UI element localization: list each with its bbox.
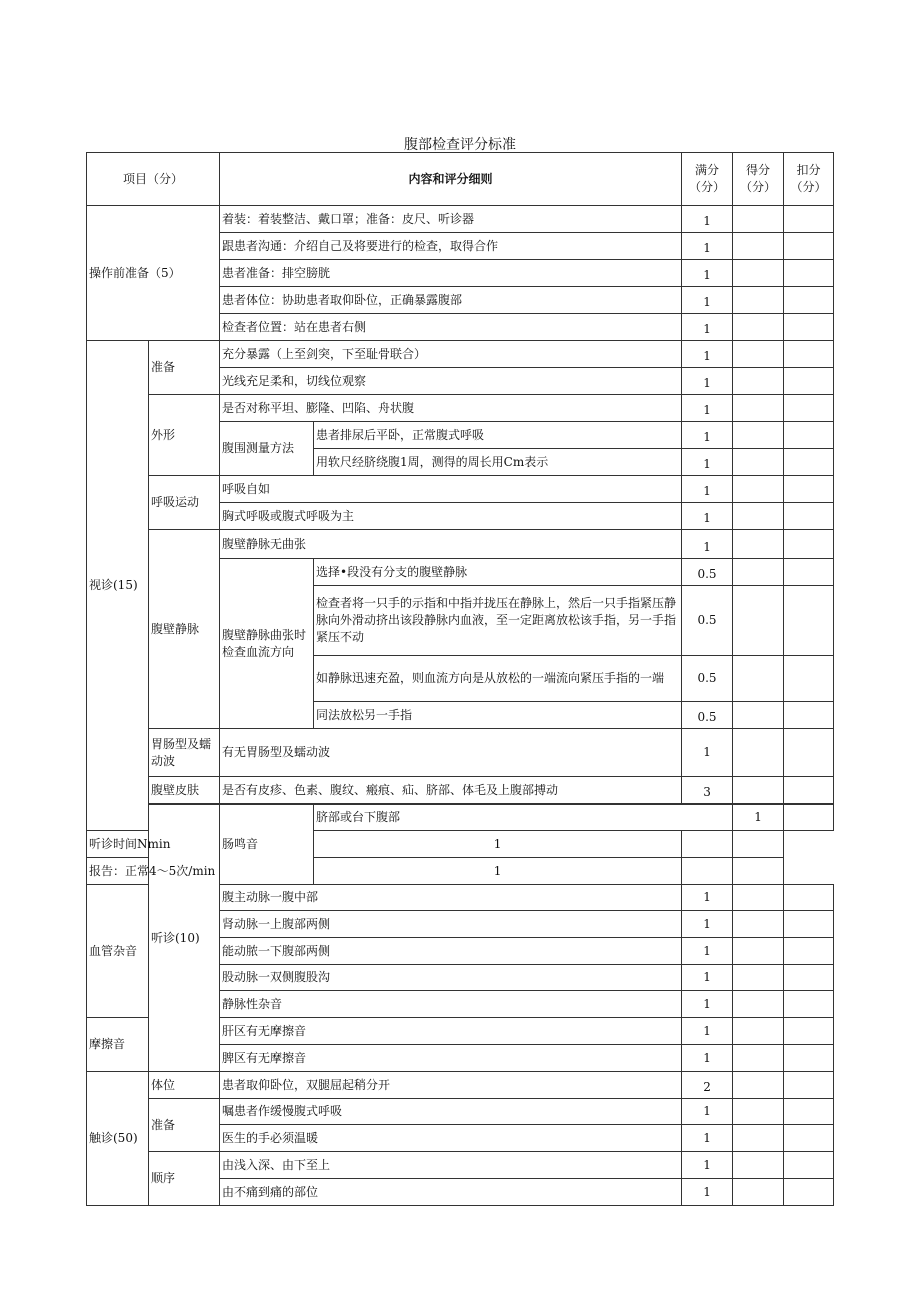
score-cell: [733, 341, 784, 368]
header-item: 项目（分）: [87, 153, 220, 206]
row-score: 1: [682, 449, 733, 476]
section-label-inspection: 视诊(15): [87, 341, 149, 831]
section-label-palpation: 触诊(50): [87, 1072, 149, 1206]
deduct-cell: [784, 341, 834, 368]
deduct-cell: [784, 586, 834, 656]
subsection-label: 肠鸣音: [220, 805, 314, 885]
deduct-cell: [784, 233, 834, 260]
score-cell: [733, 1179, 784, 1206]
subsection-label: 准备: [149, 1099, 220, 1152]
subsection-label: 体位: [149, 1072, 220, 1099]
row-score: 1: [682, 368, 733, 395]
score-cell: [733, 586, 784, 656]
deduct-cell: [784, 1018, 834, 1045]
row-score: 1: [682, 1152, 733, 1179]
score-cell: [733, 656, 784, 702]
row-text: 能动脓一下腹部两侧: [220, 938, 682, 965]
row-score: 1: [682, 885, 733, 911]
deduct-cell: [733, 858, 784, 885]
deduct-cell: [784, 1099, 834, 1125]
deduct-cell: [784, 938, 834, 965]
page-title: 腹部检查评分标准: [404, 137, 516, 153]
score-cell: [733, 1099, 784, 1125]
row-text: 光线充足柔和，切线位观察: [220, 368, 682, 395]
score-cell: [733, 449, 784, 476]
subsection-label: 胃肠型及蠕动波: [149, 729, 220, 777]
row-text: 肝区有无摩擦音: [220, 1018, 682, 1045]
row-text: 脾区有无摩擦音: [220, 1045, 682, 1072]
row-score: 1: [682, 476, 733, 503]
score-cell: [733, 368, 784, 395]
row-score: 1: [682, 341, 733, 368]
row-text: 呼吸自如: [220, 476, 682, 503]
score-cell: [733, 314, 784, 341]
row-score: 1: [682, 503, 733, 530]
score-cell: [733, 1072, 784, 1099]
row-score: 1: [314, 831, 682, 858]
deduct-cell: [733, 831, 784, 858]
row-score: 1: [682, 314, 733, 341]
row-score: 1: [682, 206, 733, 233]
deduct-cell: [784, 1072, 834, 1099]
row-score: 1: [682, 1125, 733, 1152]
table-row: [87, 729, 834, 777]
row-text: 是否对称平坦、膨隆、凹陷、舟状腹: [220, 395, 682, 422]
score-cell: [733, 206, 784, 233]
deduct-cell: [784, 885, 834, 911]
score-cell: [733, 260, 784, 287]
score-cell: [733, 1045, 784, 1072]
row-score: 1: [314, 858, 682, 885]
row-text: 患者准备：排空膀胱: [220, 260, 682, 287]
table-row: [87, 805, 834, 831]
row-text: 肾动脉一上腹部两侧: [220, 911, 682, 938]
row-score: 0.5: [682, 702, 733, 729]
deduct-cell: [784, 777, 834, 804]
row-text: 脐部或台下腹部: [314, 805, 733, 831]
header-score: 得分（分）: [733, 153, 784, 206]
row-text: 患者排尿后平卧，正常腹式呼吸: [314, 422, 682, 449]
deduct-cell: [784, 702, 834, 729]
row-text: 有无胃肠型及蠕动波: [220, 729, 682, 777]
row-score: 1: [733, 805, 784, 831]
score-cell: [733, 476, 784, 503]
row-text: 患者取仰卧位，双腿屈起稍分开: [220, 1072, 682, 1099]
row-score: 1: [682, 1179, 733, 1206]
table-row: [87, 831, 834, 858]
row-text: 是否有皮疹、色素、腹纹、瘢痕、疝、脐部、体毛及上腹部搏动: [220, 777, 682, 804]
table-row: [87, 341, 834, 368]
deduct-cell: [784, 530, 834, 559]
table-row: [87, 530, 834, 559]
scoring-table: [86, 152, 834, 1206]
row-score: 1: [682, 287, 733, 314]
table-row: [87, 476, 834, 503]
deduct-cell: [784, 1125, 834, 1152]
detail-label: 腹围测量方法: [220, 422, 314, 476]
row-score: 1: [682, 422, 733, 449]
score-cell: [733, 777, 784, 804]
row-text: 嘱患者作缓慢腹式呼吸: [220, 1099, 682, 1125]
row-text: 同法放松另一手指: [314, 702, 682, 729]
header-deduct: 扣分（分）: [784, 153, 834, 206]
row-score: 0.5: [682, 656, 733, 702]
deduct-cell: [784, 503, 834, 530]
header-content: 内容和评分细则: [220, 153, 682, 206]
score-cell: [733, 1125, 784, 1152]
deduct-cell: [784, 476, 834, 503]
row-text: 跟患者沟通：介绍自己及将要进行的检查，取得合作: [220, 233, 682, 260]
row-score: 1: [682, 729, 733, 777]
score-cell: [733, 287, 784, 314]
row-score: 3: [682, 777, 733, 804]
score-cell: [784, 805, 834, 831]
subsection-label: 外形: [149, 395, 220, 476]
row-text: 腹主动脉一腹中部: [220, 885, 682, 911]
score-cell: [733, 1018, 784, 1045]
header-full-score: 满分（分）: [682, 153, 733, 206]
score-cell: [733, 395, 784, 422]
row-text: 充分暴露（上至剑突，下至耻骨联合）: [220, 341, 682, 368]
deduct-cell: [784, 260, 834, 287]
row-text: 患者体位：协助患者取仰卧位，正确暴露腹部: [220, 287, 682, 314]
deduct-cell: [784, 314, 834, 341]
deduct-cell: [784, 1045, 834, 1072]
row-text: 听诊时间Nmin: [87, 831, 220, 858]
row-text: 如静脉迅速充盈，则血流方向是从放松的一端流向紧压手指的一端: [314, 656, 682, 702]
row-score: 2: [682, 1072, 733, 1099]
score-cell: [733, 965, 784, 991]
row-text: 用软尺经脐绕腹1周，测得的周长用Cm表示: [314, 449, 682, 476]
score-cell: [733, 503, 784, 530]
row-score: 1: [682, 965, 733, 991]
section-label-prep: 操作前准备（5）: [87, 206, 220, 341]
row-text: 检查者位置：站在患者右侧: [220, 314, 682, 341]
table-row: [87, 206, 834, 233]
row-text: 股动脉一双侧腹股沟: [220, 965, 682, 991]
row-text: 由浅入深、由下至上: [220, 1152, 682, 1179]
score-cell: [682, 831, 733, 858]
table-row: [87, 858, 834, 885]
deduct-cell: [784, 206, 834, 233]
deduct-cell: [784, 395, 834, 422]
row-score: 1: [682, 530, 733, 559]
deduct-cell: [784, 422, 834, 449]
score-cell: [733, 422, 784, 449]
row-text: 由不痛到痛的部位: [220, 1179, 682, 1206]
score-cell: [733, 729, 784, 777]
row-text: 报告：正常4～5次/min: [87, 858, 220, 885]
row-text: 检查者将一只手的示指和中指并拢压在静脉上，然后一只手指紧压静脉向外滑动挤出该段静脉内血液，至一定距离放松该手指，另一手指紧压不动: [314, 586, 682, 656]
score-cell: [733, 991, 784, 1018]
subsection-label: 摩擦音: [87, 1018, 149, 1072]
table-row: [87, 395, 834, 422]
row-score: 1: [682, 1099, 733, 1125]
section-label-auscultation: 听诊(10): [149, 805, 220, 1072]
subsection-label: 准备: [149, 341, 220, 395]
score-cell: [733, 911, 784, 938]
subsection-label: 腹壁静脉: [149, 530, 220, 729]
detail-label: 腹壁静脉曲张时检查血流方向: [220, 559, 314, 729]
score-cell: [733, 233, 784, 260]
row-text: 腹壁静脉无曲张: [220, 530, 682, 559]
deduct-cell: [784, 656, 834, 702]
deduct-cell: [784, 559, 834, 586]
row-score: 1: [682, 1045, 733, 1072]
table-row: [87, 1152, 834, 1179]
table-row: [87, 1072, 834, 1099]
subsection-label: 腹壁皮肤: [149, 777, 220, 804]
subsection-label: 血管杂音: [87, 885, 149, 1018]
row-score: 1: [682, 260, 733, 287]
row-score: 1: [682, 911, 733, 938]
score-cell: [682, 858, 733, 885]
deduct-cell: [784, 991, 834, 1018]
row-score: 1: [682, 1018, 733, 1045]
row-score: 1: [682, 991, 733, 1018]
table-header-row: [87, 153, 834, 206]
row-score: 1: [682, 233, 733, 260]
subsection-label: 呼吸运动: [149, 476, 220, 530]
deduct-cell: [784, 1152, 834, 1179]
deduct-cell: [784, 368, 834, 395]
row-text: 静脉性杂音: [220, 991, 682, 1018]
row-score: 0.5: [682, 559, 733, 586]
row-score: 1: [682, 395, 733, 422]
row-score: 1: [682, 938, 733, 965]
score-cell: [733, 702, 784, 729]
score-cell: [733, 559, 784, 586]
score-cell: [733, 530, 784, 559]
deduct-cell: [784, 911, 834, 938]
row-score: 0.5: [682, 586, 733, 656]
score-cell: [733, 1152, 784, 1179]
deduct-cell: [784, 287, 834, 314]
deduct-cell: [784, 965, 834, 991]
score-cell: [733, 938, 784, 965]
table-row: [87, 1099, 834, 1125]
row-text: 胸式呼吸或腹式呼吸为主: [220, 503, 682, 530]
table-row: [87, 777, 834, 804]
deduct-cell: [784, 1179, 834, 1206]
row-text: 选择•段没有分支的腹壁静脉: [314, 559, 682, 586]
deduct-cell: [784, 449, 834, 476]
deduct-cell: [784, 729, 834, 777]
score-cell: [733, 885, 784, 911]
subsection-label: 顺序: [149, 1152, 220, 1206]
row-text: 医生的手必须温暖: [220, 1125, 682, 1152]
row-text: 着装：着装整洁、戴口罩；准备：皮尺、听诊器: [220, 206, 682, 233]
